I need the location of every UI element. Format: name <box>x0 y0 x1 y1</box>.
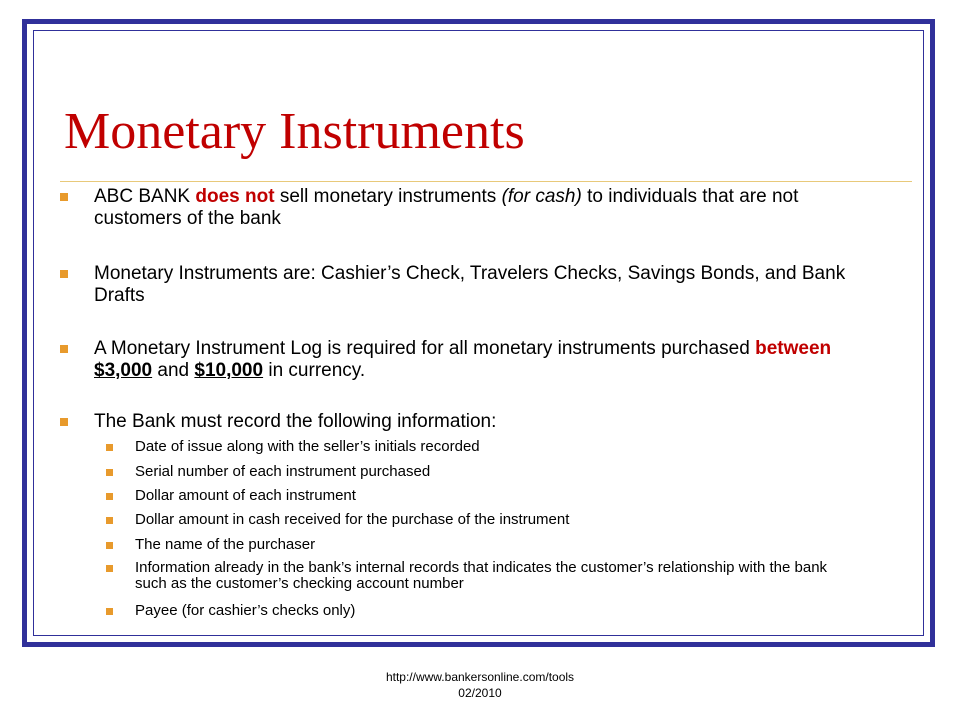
sub-bullet-marker <box>106 469 113 476</box>
sub-bullet-marker <box>106 542 113 549</box>
bullet-text: The Bank must record the following information: <box>94 411 497 432</box>
slide-title: Monetary Instruments <box>64 103 525 160</box>
title-divider <box>60 181 912 182</box>
sub-bullet-marker <box>106 565 113 572</box>
bullet-marker <box>60 418 68 426</box>
bullet-text: A Monetary Instrument Log is required for all monetary instruments purchased between $3,000 and $10,000 in currency. <box>94 338 832 381</box>
sub-bullet-marker <box>106 517 113 524</box>
sub-bullet-text: Serial number of each instrument purchased <box>135 463 431 480</box>
bullet-text: Monetary Instruments are: Cashier’s Check, Travelers Checks, Savings Bonds, and Bank Drafts <box>94 263 846 306</box>
sub-bullet-text: Dollar amount of each instrument <box>135 487 356 504</box>
sub-bullet-text: Date of issue along with the seller’s initials recorded <box>135 438 480 455</box>
footer-date: 02/2010 <box>458 686 502 700</box>
bullet-marker <box>60 345 68 353</box>
bullet-marker <box>60 270 68 278</box>
sub-bullet-marker <box>106 444 113 451</box>
bullet-marker <box>60 193 68 201</box>
footer-url: http://www.bankersonline.com/tools <box>385 670 575 684</box>
sub-bullet-text: Dollar amount in cash received for the purchase of the instrument <box>135 511 570 528</box>
sub-bullet-marker <box>106 608 113 615</box>
sub-bullet-text: The name of the purchaser <box>135 536 316 553</box>
sub-bullet-marker <box>106 493 113 500</box>
bullet-text: ABC BANK does not sell monetary instruments (for cash) to individuals that are not customers of the bank <box>94 186 799 229</box>
sub-bullet-text: Payee (for cashier’s checks only) <box>135 602 356 619</box>
sub-bullet-text: Information already in the bank’s internal records that indicates the customer’s relationship with the bank such as the customer’s checking account number <box>135 559 828 592</box>
